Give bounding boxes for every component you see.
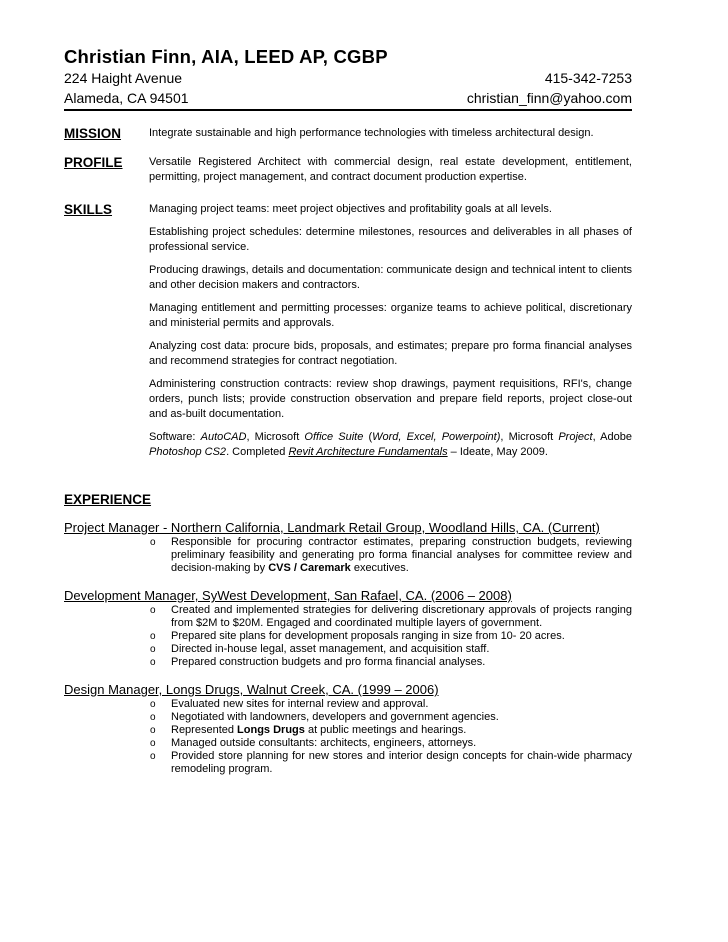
job-title: Development Manager, SyWest Development, San Rafael, CA. (2006 – 2008) bbox=[64, 588, 512, 603]
job-bullet: o Prepared site plans for development proposals ranging in size from 10- 20 acres. bbox=[150, 630, 565, 642]
job-title: Project Manager - Northern California, Landmark Retail Group, Woodland Hills, CA. (Current) bbox=[64, 520, 600, 535]
profile-text: Versatile Registered Architect with commercial design, real estate development, entitlement, permitting, project management, and contract document production expertise. bbox=[149, 156, 632, 183]
job-bullet: o Provided store planning for new stores and interior design concepts for chain-wide pharmacy remodeling program. bbox=[150, 750, 632, 775]
skills-heading: SKILLS bbox=[64, 202, 113, 217]
job-bullet: o Negotiated with landowners, developers and government agencies. bbox=[150, 711, 499, 723]
job-bullet: o Responsible for procuring contractor estimates, preparing construction budgets, reviewing preliminary feasibility and generating pro forma financial analyses for committee review and decision-making by CVS / Caremark executives. bbox=[150, 536, 632, 574]
skill-item: Analyzing cost data: procure bids, proposals, and estimates; prepare pro forma financial analyses and recommend strategies for contract negotiation. bbox=[149, 340, 632, 367]
job-bullet: o Directed in-house legal, asset management, and acquisition staff. bbox=[150, 643, 490, 655]
header-divider bbox=[64, 109, 632, 111]
candidate-name: Christian Finn, AIA, LEED AP, CGBP bbox=[64, 46, 388, 67]
skills-section bbox=[64, 202, 632, 468]
job-title: Design Manager, Longs Drugs, Walnut Creek, CA. (1999 – 2006) bbox=[64, 682, 439, 697]
address-row-1 bbox=[64, 68, 632, 88]
job-bullet: o Managed outside consultants: architects, engineers, attorneys. bbox=[150, 737, 477, 749]
street-address: 224 Haight Avenue bbox=[64, 70, 183, 86]
phone-number: 415-342-7253 bbox=[544, 70, 632, 86]
job-bullet: o Represented Longs Drugs at public meetings and hearings. bbox=[150, 724, 467, 736]
skill-item: Administering construction contracts: review shop drawings, payment requisitions, RFI's, change orders, punch lists; provide construction observation and prepare field reports, project close-out and as-built documentation. bbox=[149, 378, 632, 420]
skill-item: Producing drawings, details and documentation: communicate design and technical intent to clients and other decision makers and contractors. bbox=[149, 264, 632, 291]
job-bullets bbox=[64, 698, 632, 776]
job-bullet: o Evaluated new sites for internal review and approval. bbox=[150, 698, 429, 710]
experience-heading: EXPERIENCE bbox=[64, 492, 152, 507]
profile-heading: PROFILE bbox=[64, 155, 123, 170]
job-bullet: o Created and implemented strategies for delivering discretionary approvals of projects ranging from $2M to $20M. Engaged and coordinated multiple layers of government. bbox=[150, 604, 632, 629]
job-bullets bbox=[64, 536, 632, 575]
skill-item: Managing entitlement and permitting processes: organize teams to achieve political, discretionary and ministerial permits and approvals. bbox=[149, 302, 632, 329]
revit-course: Revit Architecture Fundamentals bbox=[288, 446, 448, 458]
software-skills: Software: AutoCAD, Microsoft Office Suite (Word, Excel, Powerpoint), Microsoft Project, Adobe Photoshop CS2. Completed Revit Architecture Fundamentals – Ideate, May 2009. bbox=[149, 431, 632, 458]
profile-section bbox=[64, 155, 632, 185]
mission-section bbox=[64, 126, 632, 142]
skill-item: Establishing project schedules: determine milestones, resources and deliverables in all phases of professional service. bbox=[149, 226, 632, 253]
mission-text: Integrate sustainable and high performance technologies with timeless architectural design. bbox=[149, 127, 594, 139]
resume-page bbox=[64, 46, 632, 776]
mission-heading: MISSION bbox=[64, 126, 122, 141]
email-address: christian_finn@yahoo.com bbox=[466, 90, 632, 106]
job-bullet: o Prepared construction budgets and pro forma financial analyses. bbox=[150, 656, 486, 668]
city-state-zip: Alameda, CA 94501 bbox=[64, 90, 189, 106]
address-row-2 bbox=[64, 88, 632, 108]
job-bullets bbox=[64, 604, 632, 669]
skill-item: Managing project teams: meet project objectives and profitability goals at all levels. bbox=[149, 203, 552, 215]
